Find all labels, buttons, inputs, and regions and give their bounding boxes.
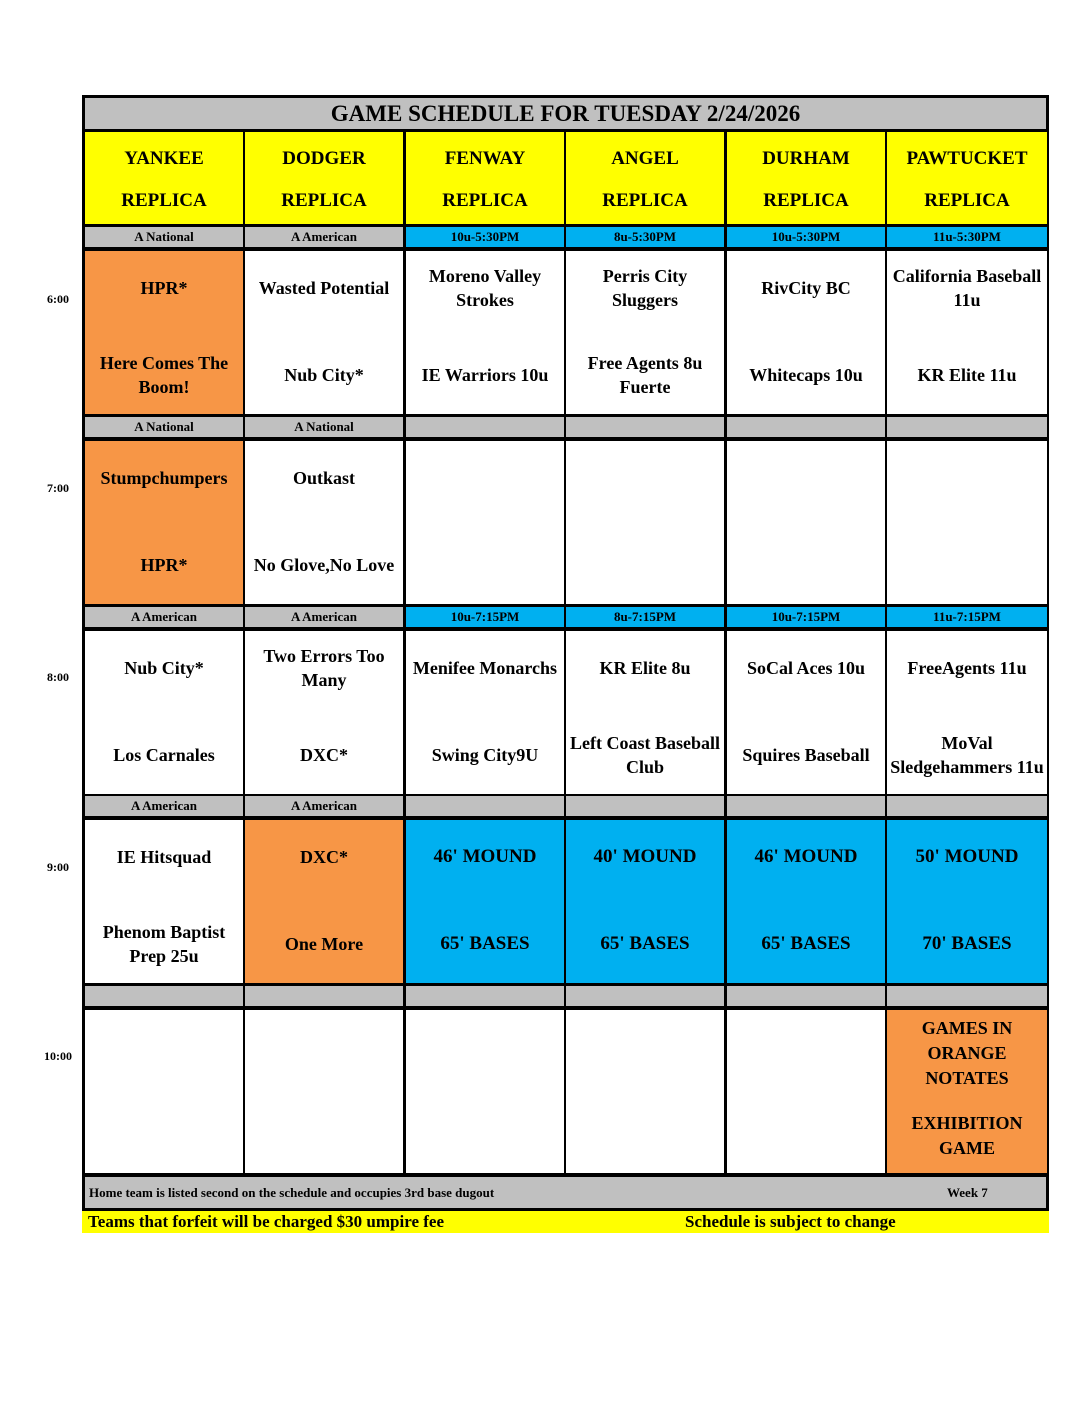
division-label xyxy=(566,417,724,437)
game-cell xyxy=(406,251,564,414)
game-cell xyxy=(406,631,564,794)
time-label: 9:00 xyxy=(47,860,69,874)
division-label: A American xyxy=(85,796,243,816)
division-label: A National xyxy=(85,417,243,437)
home-team: HPR* xyxy=(140,555,188,575)
home-team: KR Elite 11u xyxy=(917,365,1017,385)
away-team: IE Hitsquad xyxy=(116,847,212,867)
field-name: DURHAM xyxy=(762,148,850,169)
away-team: DXC* xyxy=(300,847,348,867)
division-label: A National xyxy=(245,417,403,437)
mound-distance: 46' MOUND xyxy=(754,846,858,867)
schedule-title: GAME SCHEDULE FOR TUESDAY 2/24/2026 xyxy=(85,98,1046,129)
away-team: California Baseball 11u xyxy=(892,266,1042,310)
division-label xyxy=(406,986,564,1006)
forfeit-notice: Teams that forfeit will be charged $30 umpire fee xyxy=(88,1212,444,1231)
empty-game-cell xyxy=(887,441,1047,604)
field-header-pawtucket xyxy=(887,132,1047,224)
base-distance: 65' BASES xyxy=(440,933,530,954)
empty-game-cell xyxy=(85,1010,243,1173)
away-team: Moreno Valley Strokes xyxy=(428,266,542,310)
home-team: No Glove,No Love xyxy=(253,555,395,575)
game-cell xyxy=(887,631,1047,794)
division-label: A American xyxy=(245,227,403,247)
field-header-fenway xyxy=(406,132,564,224)
game-cell xyxy=(245,631,403,794)
empty-game-cell xyxy=(566,441,724,604)
field-header-yankee xyxy=(85,132,243,224)
time-slot-label: 10u-5:30PM xyxy=(727,227,885,247)
mound-distance: 46' MOUND xyxy=(433,846,537,867)
field-spec-cell xyxy=(887,820,1047,983)
away-team: Two Errors Too Many xyxy=(263,646,385,690)
empty-game-cell xyxy=(566,1010,724,1173)
field-type: REPLICA xyxy=(602,190,688,211)
time-label: 8:00 xyxy=(47,670,69,684)
field-name: ANGEL xyxy=(611,148,679,169)
field-spec-cell xyxy=(727,820,885,983)
field-header-durham xyxy=(727,132,885,224)
division-label xyxy=(887,417,1047,437)
base-distance: 70' BASES xyxy=(922,933,1012,954)
home-team-note: Home team is listed second on the schedule and occupies 3rd base dugout xyxy=(89,1184,495,1200)
division-label xyxy=(727,986,885,1006)
field-name: YANKEE xyxy=(124,148,204,169)
time-slot-label: 11u-5:30PM xyxy=(887,227,1047,247)
home-team: Nub City* xyxy=(284,365,364,385)
division-label: A National xyxy=(85,227,243,247)
home-team: Whitecaps 10u xyxy=(749,365,863,385)
field-spec-cell xyxy=(566,820,724,983)
division-label: A American xyxy=(245,796,403,816)
time-slot-label: 8u-5:30PM xyxy=(566,227,724,247)
game-cell xyxy=(727,631,885,794)
home-team: One More xyxy=(284,934,364,954)
schedule-change-notice: Schedule is subject to change xyxy=(685,1212,896,1231)
base-distance: 65' BASES xyxy=(600,933,690,954)
field-header-dodger xyxy=(245,132,403,224)
field-name: PAWTUCKET xyxy=(906,148,1028,169)
field-spec-cell xyxy=(406,820,564,983)
empty-game-cell xyxy=(406,441,564,604)
base-distance: 65' BASES xyxy=(761,933,851,954)
home-team: IE Warriors 10u xyxy=(421,365,549,385)
division-label xyxy=(406,417,564,437)
away-team: Nub City* xyxy=(124,658,204,678)
division-label xyxy=(727,417,885,437)
game-cell xyxy=(245,251,403,414)
away-team: KR Elite 8u xyxy=(599,658,691,678)
home-team: Phenom Baptist Prep 25u xyxy=(102,922,226,966)
division-label: A American xyxy=(245,607,403,627)
away-team: FreeAgents 11u xyxy=(907,658,1027,678)
game-cell xyxy=(85,820,243,983)
field-name: DODGER xyxy=(282,148,366,169)
game-cell xyxy=(887,251,1047,414)
home-team: Left Coast Baseball Club xyxy=(570,733,720,777)
division-label xyxy=(406,796,564,816)
division-label xyxy=(727,796,885,816)
home-team: Free Agents 8u Fuerte xyxy=(587,353,703,397)
field-type: REPLICA xyxy=(121,190,207,211)
away-team: Wasted Potential xyxy=(258,278,390,298)
empty-game-cell xyxy=(406,1010,564,1173)
field-type: REPLICA xyxy=(281,190,367,211)
home-team: MoVal Sledgehammers 11u xyxy=(890,733,1044,777)
division-label xyxy=(566,796,724,816)
division-label: A American xyxy=(85,607,243,627)
home-team: Squires Baseball xyxy=(742,745,870,765)
field-header-angel xyxy=(566,132,724,224)
home-team: Los Carnales xyxy=(113,745,215,765)
time-slot-label: 10u-7:15PM xyxy=(727,607,885,627)
field-type: REPLICA xyxy=(442,190,528,211)
field-type: REPLICA xyxy=(924,190,1010,211)
away-team: Stumpchumpers xyxy=(100,468,228,488)
exhibition-note xyxy=(887,1010,1047,1173)
field-name: FENWAY xyxy=(444,148,526,169)
mound-distance: 40' MOUND xyxy=(593,846,697,867)
game-cell xyxy=(85,251,243,414)
away-team: Outkast xyxy=(292,468,355,488)
empty-game-cell xyxy=(727,441,885,604)
time-label: 10:00 xyxy=(44,1049,72,1063)
home-team: DXC* xyxy=(300,745,348,765)
schedule-table xyxy=(82,95,1049,1211)
exhibition-note-line1: GAMES IN ORANGE NOTATES xyxy=(921,1018,1013,1088)
game-cell xyxy=(85,631,243,794)
home-team-note-row xyxy=(85,1177,1046,1208)
time-slot-label: 10u-5:30PM xyxy=(406,227,564,247)
time-label: 6:00 xyxy=(47,292,69,306)
exhibition-note-line2: EXHIBITION GAME xyxy=(911,1113,1023,1158)
home-team: Swing City9U xyxy=(431,745,539,765)
away-team: RivCity BC xyxy=(761,278,851,298)
empty-game-cell xyxy=(245,1010,403,1173)
game-cell xyxy=(85,441,243,604)
away-team: Perris City Sluggers xyxy=(602,266,688,310)
game-cell xyxy=(245,441,403,604)
game-cell xyxy=(566,251,724,414)
game-cell xyxy=(727,251,885,414)
time-label: 7:00 xyxy=(47,481,69,495)
game-cell xyxy=(566,631,724,794)
time-slot-label: 10u-7:15PM xyxy=(406,607,564,627)
time-slot-label: 8u-7:15PM xyxy=(566,607,724,627)
home-team: Here Comes The Boom! xyxy=(99,353,229,397)
empty-game-cell xyxy=(727,1010,885,1173)
away-team: SoCal Aces 10u xyxy=(746,658,865,678)
field-type: REPLICA xyxy=(763,190,849,211)
division-label xyxy=(566,986,724,1006)
division-label xyxy=(85,986,243,1006)
division-label xyxy=(887,986,1047,1006)
game-cell xyxy=(245,820,403,983)
mound-distance: 50' MOUND xyxy=(915,846,1019,867)
away-team: Menifee Monarchs xyxy=(412,658,558,678)
time-slot-label: 11u-7:15PM xyxy=(887,607,1047,627)
week-label: Week 7 xyxy=(947,1184,988,1200)
away-team: HPR* xyxy=(140,278,188,298)
notice-bar xyxy=(82,1211,1049,1233)
division-label xyxy=(245,986,403,1006)
division-label xyxy=(887,796,1047,816)
